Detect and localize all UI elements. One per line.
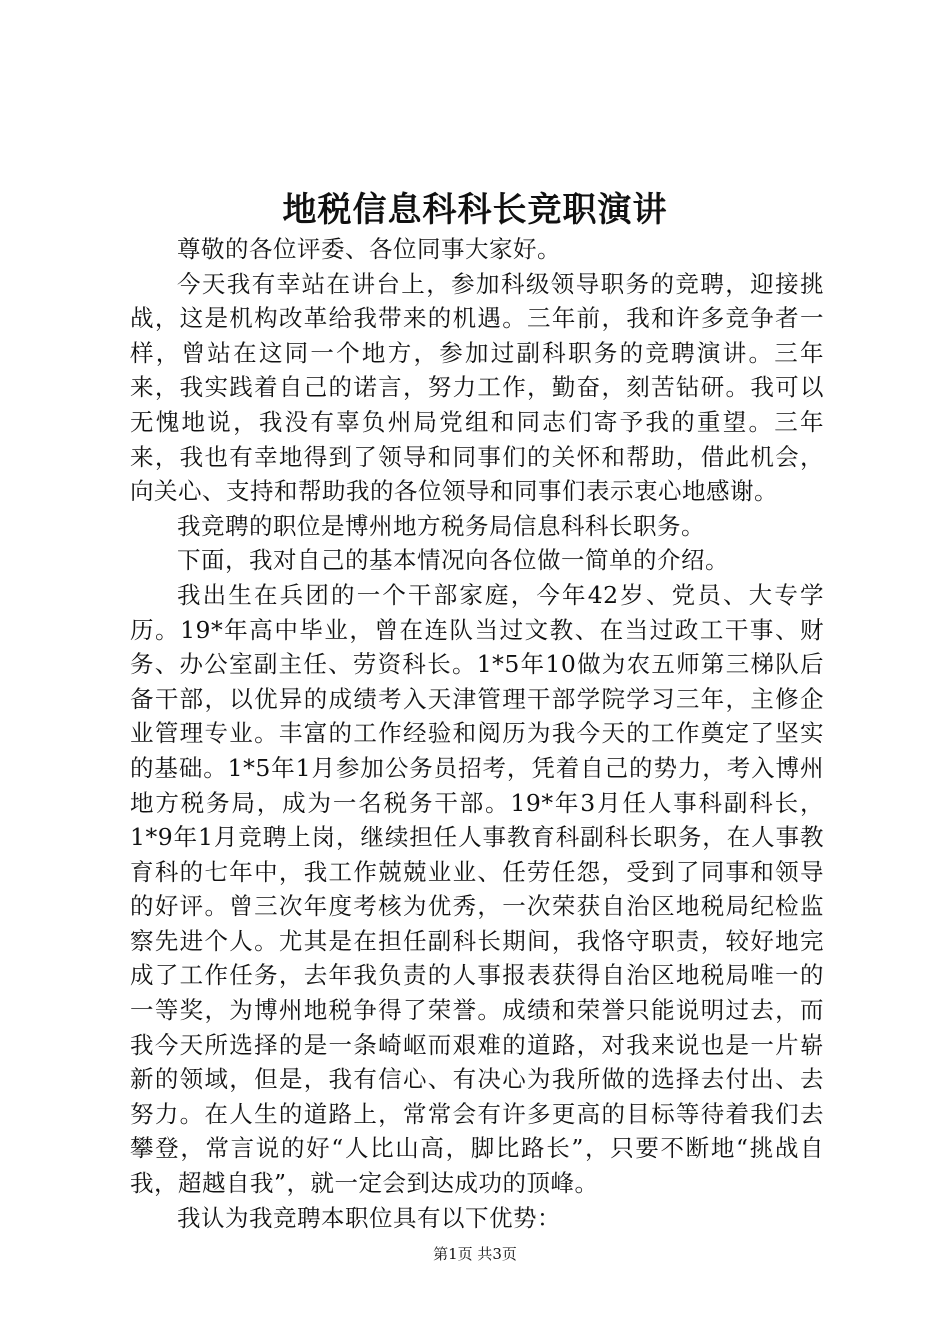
document-body	[130, 232, 824, 1235]
paragraph-advantages: 我认为我竞聘本职位具有以下优势：	[177, 1203, 561, 1232]
paragraph-intro: 下面，我对自己的基本情况向各位做一简单的介绍。	[177, 546, 729, 575]
paragraph-background: 我出生在兵团的一个干部家庭，今年42岁、党员、大专学历。19*年高中毕业，曾在连队当过文教、在当过政工干事、财务、办公室副主任、劳资科长。1*5年10做为农五师第三梯队后备干部，以优异的成绩考入天津管理干部学院学习三年，主修企业管理专业。丰富的工作经验和阅历为我今天的工作奠定了坚实的基础。1*5年1月参加公务员招考，凭着自己的势力，考入博州地方税务局，成为一名税务干部。19*年3月任人事科副科长，1*9年1月竞聘上岗，继续担任人事教育科副科长职务，在人事教育科的七年中，我工作兢兢业业、任劳任怨，受到了同事和领导的好评。曾三次年度考核为优秀，一次荣获自治区地税局纪检监察先进个人。尤其是在担任副科长期间，我恪守职责，较好地完成了工作任务，去年我负责的人事报表获得自治区地税局唯一的一等奖，为博州地税争得了荣誉。成绩和荣誉只能说明过去，而我今天所选择的是一条崎岖而艰难的道路，对我来说也是一片崭新的领域，但是，我有信心、有决心为我所做的选择去付出、去努力。在人生的道路上，常常会有许多更高的目标等待着我们去攀登，常言说的好“人比山高，脚比路长”，只要不断地“挑战自我，超越自我”，就一定会到达成功的顶峰。	[130, 580, 824, 1198]
document-title: 地税信息科科长竞职演讲	[282, 190, 668, 230]
paragraph-opening: 今天我有幸站在讲台上，参加科级领导职务的竞聘，迎接挑战，这是机构改革给我带来的机遇。三年前，我和许多竞争者一样，曾站在这同一个地方，参加过副科职务的竞聘演讲。三年来，我实践着自己的诺言，努力工作，勤奋，刻苦钻研。我可以无愧地说，我没有辜负州局党组和同志们寄予我的重望。三年来，我也有幸地得到了领导和同事们的关怀和帮助，借此机会，向关心、支持和帮助我的各位领导和同事们表示衷心地感谢。	[130, 269, 824, 506]
paragraph-position: 我竞聘的职位是博州地方税务局信息科科长职务。	[177, 511, 705, 540]
paragraph-greeting: 尊敬的各位评委、各位同事大家好。	[177, 235, 561, 263]
page-footer: 第1页 共3页	[433, 1245, 517, 1263]
